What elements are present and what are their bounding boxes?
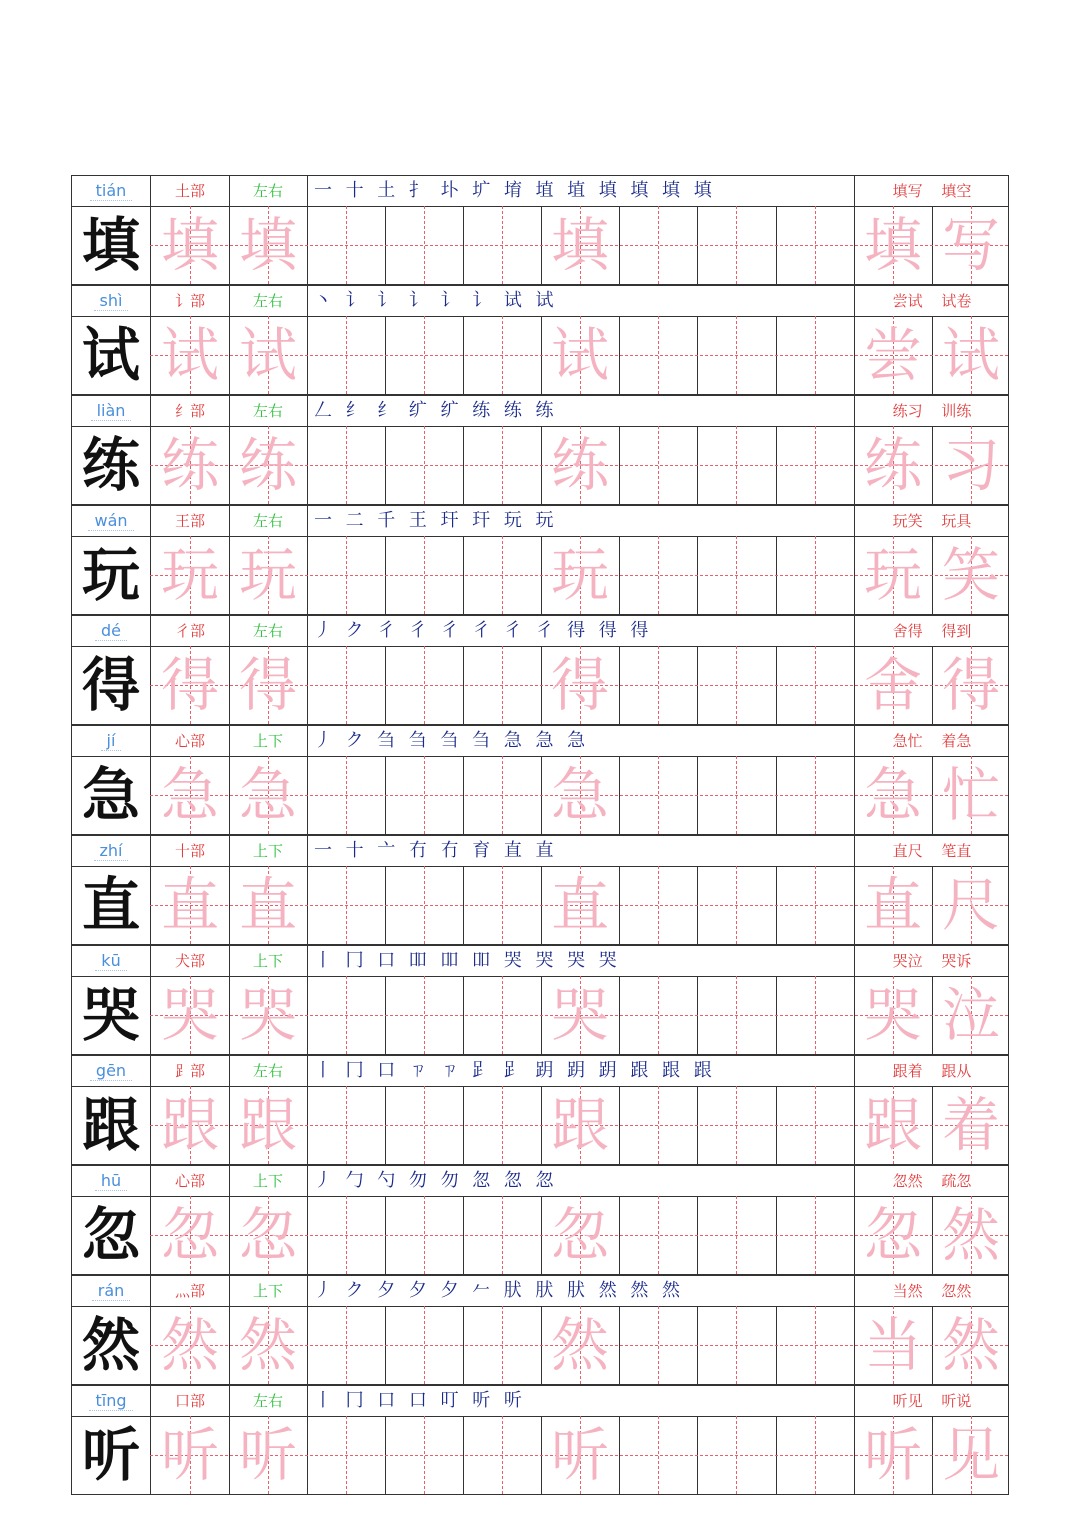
trace-word-char: 忽 (863, 1201, 922, 1269)
character-entry (71, 1165, 1009, 1275)
practice-grid (71, 1196, 1009, 1275)
practice-grid (71, 976, 1009, 1055)
trace-word-char: 试 (941, 321, 1000, 389)
trace-word-char: 见 (941, 1421, 1000, 1489)
trace-character: 哭 (550, 981, 609, 1049)
trace-word-char: 填 (863, 211, 922, 279)
example-word-2: 训练 (941, 402, 972, 420)
practice-grid (71, 646, 1009, 725)
pinyin-text: liàn (91, 401, 132, 421)
pinyin-label (72, 1056, 150, 1086)
example-words (854, 396, 1010, 426)
example-word-1: 跟着 (892, 1062, 923, 1080)
pinyin-text: jí (101, 731, 122, 751)
pinyin-text: gēn (90, 1061, 132, 1081)
info-row (71, 505, 1009, 537)
stroke-order: 一 十 亠 冇 冇 育 直 直 (314, 840, 558, 861)
trace-character: 直 (550, 871, 609, 939)
trace-word-char: 跟 (863, 1091, 922, 1159)
trace-character: 忽 (160, 1201, 219, 1269)
example-words (854, 616, 1010, 646)
practice-grid (71, 1306, 1009, 1385)
practice-grid (71, 756, 1009, 835)
example-words (854, 836, 1010, 866)
cell-divider (307, 1056, 308, 1086)
trace-character: 听 (238, 1421, 297, 1489)
cell-divider (307, 616, 308, 646)
pinyin-text: shì (94, 291, 129, 311)
trace-character: 然 (160, 1311, 219, 1379)
pinyin-text: wán (88, 511, 133, 531)
info-row (71, 615, 1009, 647)
practice-grid (71, 1416, 1009, 1495)
example-word-2: 笔直 (941, 842, 972, 860)
cell-divider (307, 506, 308, 536)
info-row (71, 725, 1009, 757)
character-entry (71, 395, 1009, 505)
trace-character: 填 (238, 211, 297, 279)
example-word-2: 玩具 (941, 512, 972, 530)
trace-character: 填 (550, 211, 609, 279)
main-character: 然 (81, 1311, 140, 1379)
main-character: 哭 (81, 981, 140, 1049)
trace-character: 听 (160, 1421, 219, 1489)
example-word-1: 填写 (892, 182, 923, 200)
example-word-2: 疏忽 (941, 1172, 972, 1190)
pinyin-label (72, 176, 150, 206)
pinyin-label (72, 1276, 150, 1306)
structure-label: 左右 (252, 512, 283, 530)
radical-label: 心部 (174, 732, 205, 750)
example-words (854, 506, 1010, 536)
radical-label: 讠部 (174, 292, 205, 310)
main-character: 听 (81, 1421, 140, 1489)
stroke-order: 丨 冂 口 ㄗ ㄗ 𧾷 𧾷 跀 跀 跀 跟 跟 跟 (314, 1060, 716, 1081)
example-word-1: 直尺 (892, 842, 923, 860)
main-character: 填 (81, 211, 140, 279)
info-row (71, 285, 1009, 317)
trace-word-char: 习 (941, 431, 1000, 499)
example-words (854, 726, 1010, 756)
example-words (854, 176, 1010, 206)
structure-label: 上下 (252, 952, 283, 970)
pinyin-label (72, 946, 150, 976)
trace-character: 忽 (238, 1201, 297, 1269)
info-row (71, 1165, 1009, 1197)
trace-word-char: 哭 (863, 981, 922, 1049)
practice-grid (71, 426, 1009, 505)
trace-character: 玩 (238, 541, 297, 609)
trace-word-char: 然 (941, 1201, 1000, 1269)
structure-label: 左右 (252, 622, 283, 640)
trace-character: 急 (550, 761, 609, 829)
example-word-2: 听说 (941, 1392, 972, 1410)
trace-character: 听 (550, 1421, 609, 1489)
trace-word-char: 舍 (863, 651, 922, 719)
example-word-1: 急忙 (892, 732, 923, 750)
example-word-1: 尝试 (892, 292, 923, 310)
character-entry (71, 835, 1009, 945)
trace-word-char: 泣 (941, 981, 1000, 1049)
trace-word-char: 尝 (863, 321, 922, 389)
trace-word-char: 当 (863, 1311, 922, 1379)
radical-label: 口部 (174, 1392, 205, 1410)
pinyin-text: tīng (89, 1391, 132, 1411)
cell-divider (307, 1166, 308, 1196)
radical-label: 十部 (174, 842, 205, 860)
radical-label: 犬部 (174, 952, 205, 970)
trace-word-char: 听 (863, 1421, 922, 1489)
stroke-order: 丿 ク 彳 彳 彳 彳 彳 彳 得 得 得 (314, 620, 653, 641)
character-entry (71, 1275, 1009, 1385)
stroke-order: 丨 冂 口 口 叮 听 听 (314, 1390, 526, 1411)
radical-label: 土部 (174, 182, 205, 200)
character-entry (71, 1055, 1009, 1165)
structure-label: 左右 (252, 292, 283, 310)
example-words (854, 946, 1010, 976)
trace-character: 得 (238, 651, 297, 719)
info-row (71, 1385, 1009, 1417)
trace-character: 然 (238, 1311, 297, 1379)
cell-divider (307, 946, 308, 976)
trace-character: 然 (550, 1311, 609, 1379)
info-row (71, 945, 1009, 977)
character-entry (71, 285, 1009, 395)
stroke-order: 𠃋 纟 纟 纩 纩 练 练 练 (314, 400, 558, 421)
example-word-1: 当然 (892, 1282, 923, 1300)
character-entry (71, 725, 1009, 835)
cell-divider (307, 1276, 308, 1306)
cell-divider (307, 286, 308, 316)
example-word-1: 舍得 (892, 622, 923, 640)
trace-character: 练 (550, 431, 609, 499)
cell-divider (307, 176, 308, 206)
trace-character: 跟 (550, 1091, 609, 1159)
trace-character: 填 (160, 211, 219, 279)
structure-label: 左右 (252, 402, 283, 420)
stroke-order: 丨 冂 口 吅 吅 吅 哭 哭 哭 哭 (314, 950, 621, 971)
trace-character: 直 (238, 871, 297, 939)
trace-word-char: 笑 (941, 541, 1000, 609)
trace-character: 忽 (550, 1201, 609, 1269)
pinyin-text: rán (92, 1281, 131, 1301)
writing-worksheet (71, 175, 1009, 1495)
example-words (854, 286, 1010, 316)
example-word-2: 填空 (941, 182, 972, 200)
pinyin-text: tián (90, 181, 133, 201)
main-character: 忽 (81, 1201, 140, 1269)
example-word-2: 跟从 (941, 1062, 972, 1080)
radical-label: 彳部 (174, 622, 205, 640)
pinyin-label (72, 726, 150, 756)
pinyin-label (72, 616, 150, 646)
structure-label: 左右 (252, 182, 283, 200)
example-word-2: 着急 (941, 732, 972, 750)
character-entry (71, 615, 1009, 725)
pinyin-text: kū (95, 951, 126, 971)
cell-divider (307, 396, 308, 426)
example-word-2: 得到 (941, 622, 972, 640)
structure-label: 上下 (252, 1172, 283, 1190)
example-word-2: 忽然 (941, 1282, 972, 1300)
trace-character: 哭 (238, 981, 297, 1049)
main-character: 急 (81, 761, 140, 829)
trace-word-char: 然 (941, 1311, 1000, 1379)
trace-word-char: 练 (863, 431, 922, 499)
practice-grid (71, 866, 1009, 945)
stroke-order: 一 十 土 扌 圤 圹 堉 埴 埴 填 填 填 填 (314, 180, 716, 201)
trace-character: 玩 (160, 541, 219, 609)
example-words (854, 1386, 1010, 1416)
structure-label: 左右 (252, 1062, 283, 1080)
example-word-1: 忽然 (892, 1172, 923, 1190)
practice-grid (71, 1086, 1009, 1165)
character-entry (71, 945, 1009, 1055)
stroke-order: 丿 勹 勺 勿 勿 忽 忽 忽 (314, 1170, 558, 1191)
example-word-1: 玩笑 (892, 512, 923, 530)
main-character: 玩 (81, 541, 140, 609)
trace-character: 试 (550, 321, 609, 389)
character-entry (71, 1385, 1009, 1495)
trace-character: 哭 (160, 981, 219, 1049)
example-words (854, 1056, 1010, 1086)
pinyin-text: hū (95, 1171, 127, 1191)
pinyin-text: dé (95, 621, 127, 641)
pinyin-label (72, 506, 150, 536)
pinyin-label (72, 286, 150, 316)
trace-character: 玩 (550, 541, 609, 609)
structure-label: 上下 (252, 1282, 283, 1300)
pinyin-label (72, 1166, 150, 1196)
practice-grid (71, 316, 1009, 395)
stroke-order: 丿 ク 夕 夕 夕 𠂉 肰 肰 肰 然 然 然 (314, 1280, 685, 1301)
trace-character: 急 (160, 761, 219, 829)
info-row (71, 1275, 1009, 1307)
trace-character: 直 (160, 871, 219, 939)
structure-label: 上下 (252, 842, 283, 860)
example-words (854, 1166, 1010, 1196)
character-entry (71, 505, 1009, 615)
trace-character: 得 (160, 651, 219, 719)
radical-label: 心部 (174, 1172, 205, 1190)
trace-word-char: 得 (941, 651, 1000, 719)
practice-grid (71, 536, 1009, 615)
info-row (71, 175, 1009, 207)
trace-character: 试 (238, 321, 297, 389)
trace-word-char: 急 (863, 761, 922, 829)
radical-label: 纟部 (174, 402, 205, 420)
cell-divider (307, 726, 308, 756)
trace-word-char: 直 (863, 871, 922, 939)
example-word-2: 哭诉 (941, 952, 972, 970)
example-word-1: 听见 (892, 1392, 923, 1410)
stroke-order: 一 二 千 王 玕 玕 玩 玩 (314, 510, 558, 531)
trace-word-char: 玩 (863, 541, 922, 609)
main-character: 得 (81, 651, 140, 719)
character-entry (71, 175, 1009, 285)
main-character: 试 (81, 321, 140, 389)
trace-word-char: 尺 (941, 871, 1000, 939)
example-word-2: 试卷 (941, 292, 972, 310)
radical-label: 王部 (174, 512, 205, 530)
example-words (854, 1276, 1010, 1306)
trace-character: 得 (550, 651, 609, 719)
trace-word-char: 写 (941, 211, 1000, 279)
practice-grid (71, 206, 1009, 285)
trace-character: 跟 (238, 1091, 297, 1159)
trace-word-char: 着 (941, 1091, 1000, 1159)
stroke-order: 丿 ク 刍 刍 刍 刍 急 急 急 (314, 730, 590, 751)
trace-character: 急 (238, 761, 297, 829)
main-character: 直 (81, 871, 140, 939)
structure-label: 左右 (252, 1392, 283, 1410)
structure-label: 上下 (252, 732, 283, 750)
info-row (71, 1055, 1009, 1087)
trace-character: 跟 (160, 1091, 219, 1159)
main-character: 练 (81, 431, 140, 499)
info-row (71, 395, 1009, 427)
pinyin-label (72, 836, 150, 866)
example-word-1: 哭泣 (892, 952, 923, 970)
example-word-1: 练习 (892, 402, 923, 420)
cell-divider (307, 836, 308, 866)
cell-divider (307, 1386, 308, 1416)
stroke-order: 丶 讠 讠 讠 讠 讠 试 试 (314, 290, 558, 311)
pinyin-label (72, 1386, 150, 1416)
pinyin-text: zhí (94, 841, 129, 861)
radical-label: 灬部 (174, 1282, 205, 1300)
info-row (71, 835, 1009, 867)
trace-character: 练 (160, 431, 219, 499)
trace-word-char: 忙 (941, 761, 1000, 829)
trace-character: 试 (160, 321, 219, 389)
pinyin-label (72, 396, 150, 426)
main-character: 跟 (81, 1091, 140, 1159)
radical-label: ⻊部 (174, 1062, 205, 1080)
trace-character: 练 (238, 431, 297, 499)
